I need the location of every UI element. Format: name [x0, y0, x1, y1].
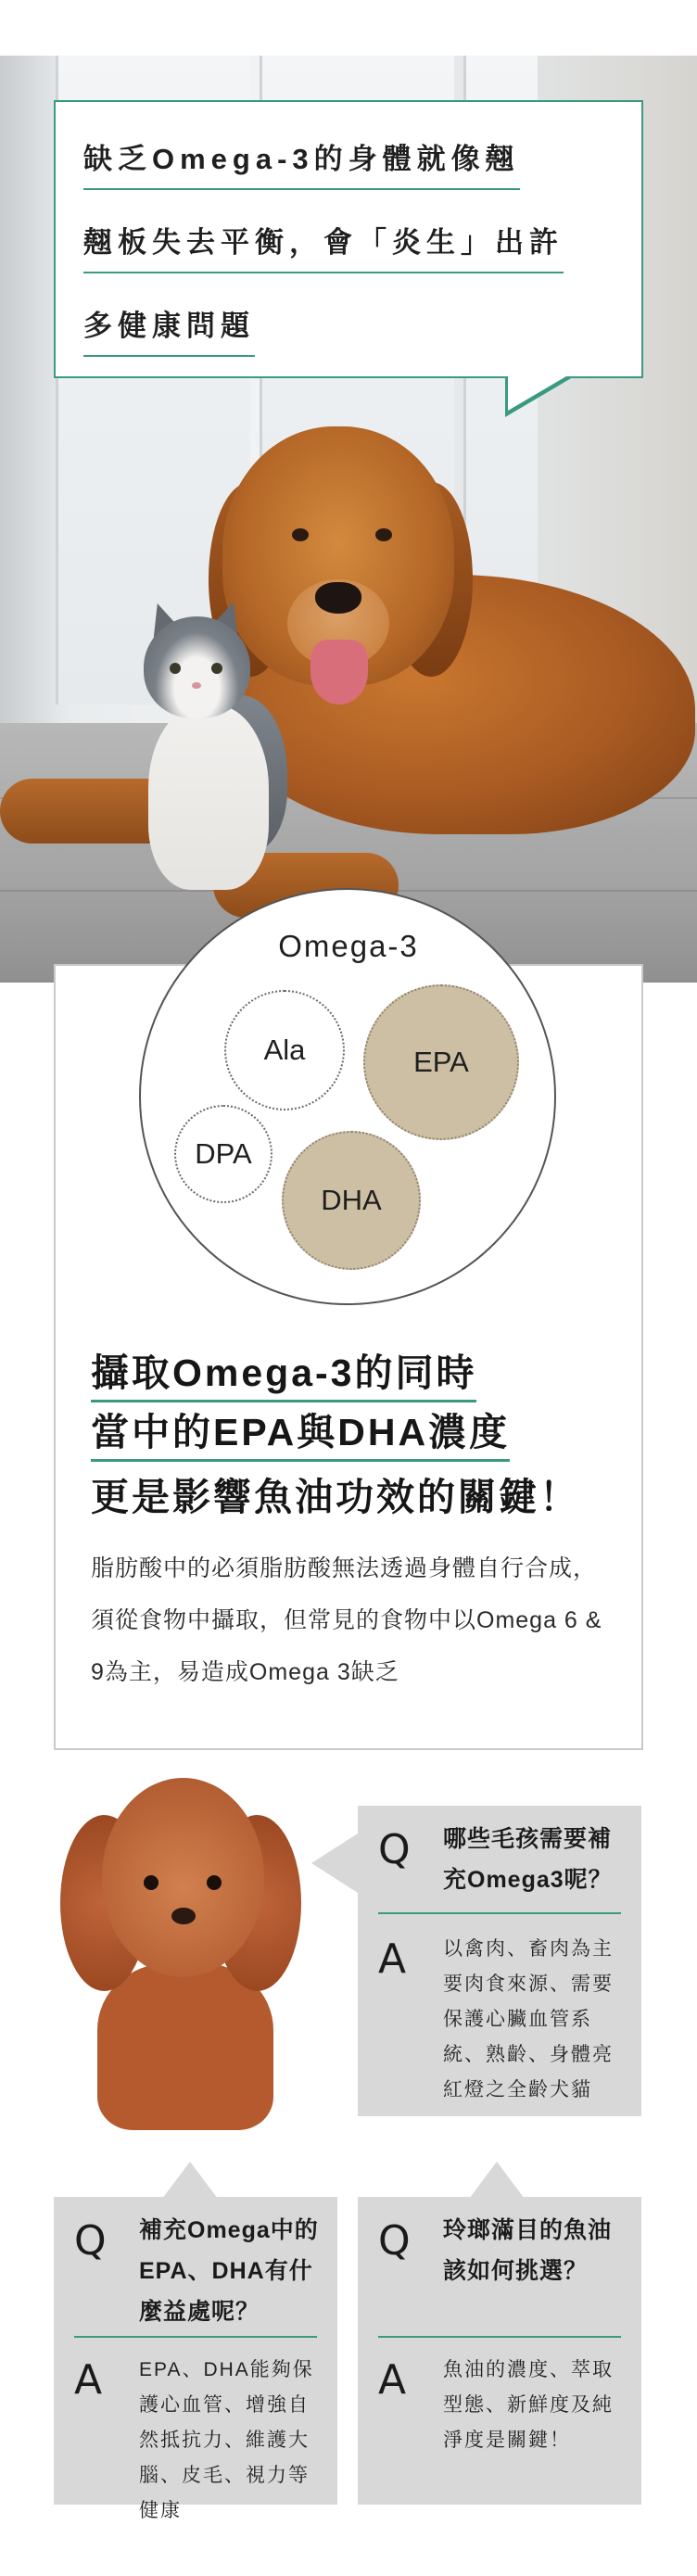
bubble-line: 翹板失去平衡，會「炎生」出許: [83, 219, 564, 273]
cat-eye: [170, 663, 181, 674]
poodle-eye: [207, 1875, 222, 1890]
qa-card-1: [358, 1806, 641, 2116]
qa-card-2: [54, 2197, 337, 2521]
dog-eye: [375, 528, 392, 541]
dha-bubble: DHA: [282, 1131, 421, 1270]
epa-bubble: EPA: [363, 984, 519, 1140]
poodle-photo: [60, 1778, 303, 2126]
cat-eye: [211, 663, 222, 674]
q-icon: Q: [378, 1826, 411, 1873]
qa-answer: 魚油的濃度、萃取型態、新鮮度及純淨度是關鍵！: [443, 2359, 614, 2451]
qa-question: 哪些毛孩需要補充Omega3呢？: [443, 1826, 613, 1893]
speech-bubble: [54, 100, 643, 378]
ala-bubble: Ala: [224, 990, 345, 1110]
qa-answer: 以禽肉、畜肉為主要肉食來源、需要保護心臟血管系統、熟齡、身體亮紅燈之全齡犬貓: [443, 1938, 614, 2100]
qa-separator: [378, 1912, 621, 1914]
omega-diagram-title: Omega-3: [278, 929, 419, 963]
poodle-head: [102, 1778, 264, 1977]
cat-nose: [192, 682, 201, 689]
qa-question: 玲瑯滿目的魚油該如何挑選？: [443, 2217, 613, 2284]
qa-tail: [469, 2162, 525, 2199]
a-icon: A: [74, 2356, 103, 2404]
description-paragraph: 脂肪酸中的必須脂肪酸無法透過身體自行合成，須從食物中攝取，但常見的食物中以Omega 6 & 9為主，易造成Omega 3缺乏: [91, 1555, 602, 1685]
headline-line-1: [91, 1342, 476, 1397]
poodle-eye: [144, 1875, 158, 1890]
qa-separator: [74, 2336, 317, 2338]
dog-nose: [315, 582, 361, 614]
qa-card-3: [358, 2197, 641, 2505]
bubble-line: 多健康問題: [83, 302, 255, 357]
qa-question: 補充Omega中的EPA、DHA有什麼益處呢？: [139, 2217, 319, 2325]
qa-separator: [378, 2336, 621, 2338]
dpa-bubble: DPA: [174, 1105, 272, 1203]
q-icon: Q: [74, 2217, 107, 2265]
bubble-line: 缺乏Omega-3的身體就像翹: [83, 135, 520, 190]
headline-line-2: [91, 1402, 510, 1456]
poodle-nose: [171, 1908, 196, 1924]
headline-text: 攝取Omega-3的同時: [91, 1351, 476, 1402]
speech-bubble-tail-inner: [508, 374, 571, 411]
qa-tail: [162, 2162, 218, 2199]
qa-answer: EPA、DHA能夠保護心血管、增強自然抵抗力、維護大腦、皮毛、視力等健康: [139, 2359, 314, 2521]
dog-eye: [292, 528, 309, 541]
cat-body: [148, 704, 269, 890]
q-icon: Q: [378, 2217, 411, 2265]
a-icon: A: [378, 1935, 407, 1983]
headline-text: 更是影響魚油功效的關鍵！: [91, 1476, 580, 1518]
cat-head: [144, 616, 250, 718]
a-icon: A: [378, 2356, 407, 2404]
qa-tail: [311, 1834, 358, 1893]
headline-text: 當中的EPA與DHA濃度: [91, 1411, 510, 1462]
dog-tongue: [310, 640, 368, 704]
headline-line-3: [91, 1466, 580, 1521]
